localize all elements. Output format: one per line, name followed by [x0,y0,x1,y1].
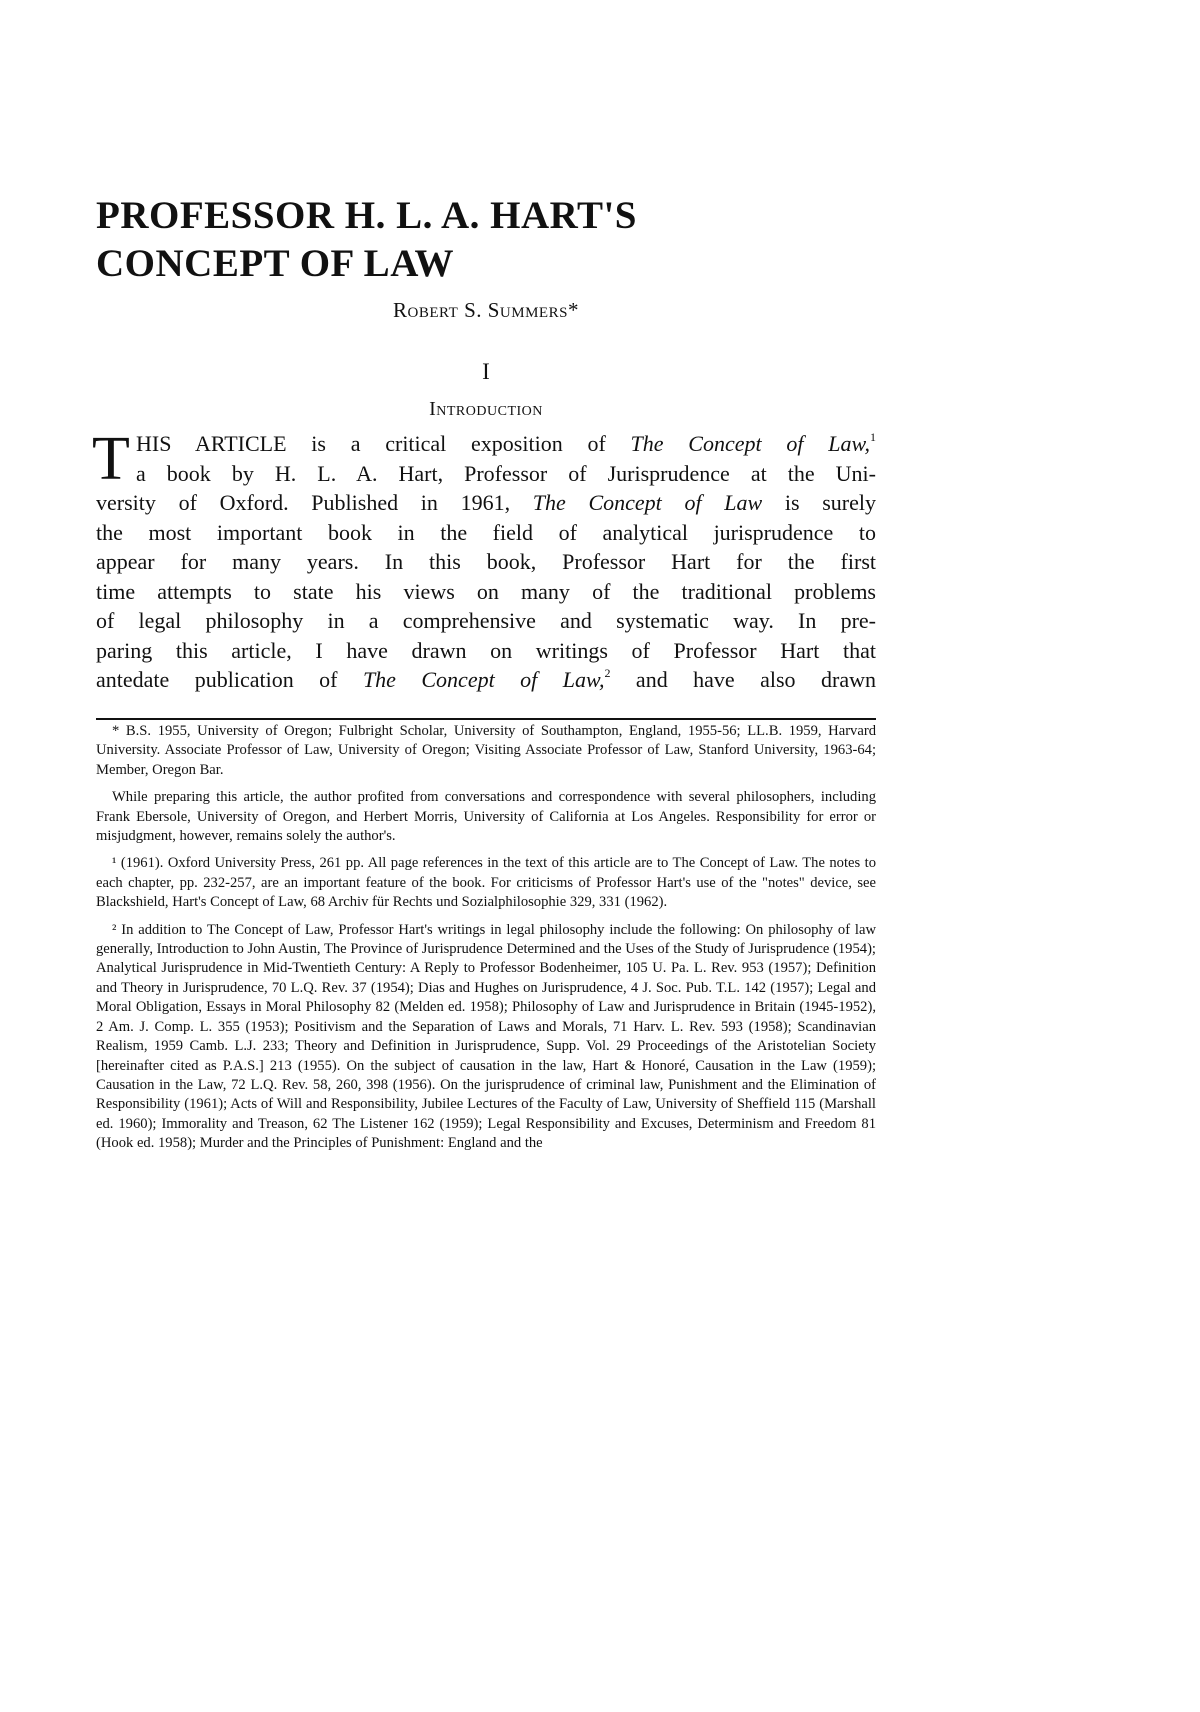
body-text [96,429,876,695]
body-line-6: time attempts to state his views on many of the traditional problems [96,578,876,604]
footnote-2: ² In addition to The Concept of Law, Professor Hart's writings in legal philosophy include the following: On philosophy of law generally, Introduction to John Austin, The Province of Jurisprudence Determined and the Uses of the Study of Jurisprudence (1954); Analytical Jurisprudence in Mid-Twentieth Century: A Reply to Professor Bodenheimer, 105 U. Pa. L. Rev. 953 (1957); Definition and Theory in Jurisprudence, 70 L.Q. Rev. 37 (1954); Dias and Hughes on Jurisprudence, 4 J. Soc. Pub. T.L. 142 (1957); Legal and Moral Obligation, Essays in Moral Philosophy 82 (Melden ed. 1958); Philosophy of Law and Jurisprudence in Britain (1945-1952), 2 Am. J. Comp. L. 355 (1953); Positivism and the Separation of Laws and Morals, 71 Harv. L. Rev. 593 (1958); Scandinavian Realism, 1959 Camb. L.J. 233; Theory and Definition in Jurisprudence, Supp. Vol. 29 Proceedings of the Aristotelian Society [hereinafter cited as P.A.S.] 213 (1955). On the subject of causation in the law, Hart & Honoré, Causation in the Law (1959); Causation in the Law, 72 L.Q. Rev. 58, 260, 398 (1956). On the jurisprudence of criminal law, Punishment and the Elimination of Responsibility (1961); Acts of Will and Responsibility, Jubilee Lectures of the Faculty of Law, University of Sheffield 115 (Marshall ed. 1960); Immorality and Treason, 62 The Listener 162 (1959); Legal Responsibility and Excuses, Determinism and Freedom 81 (Hook ed. 1958); Murder and the Principles of Punishment: England and the [96,921,876,1152]
section-number: I [482,359,490,384]
drop-cap: T [92,425,130,493]
author-byline: Robert S. Summers* [393,298,579,322]
footnote-divider [96,718,876,720]
body-line-9: antedate publication of The Concept of Law,$^2$ and have also drawn [96,666,876,692]
footnote-acknowledgment: While preparing this article, the author profited from conversations and correspondence with several philosophers, including Frank Ebersole, University of Oregon, and Herbert Morris, University of California at Los Angeles. Responsibility for error or misjudgment, however, remains solely the author's. [96,789,876,845]
body-line-4: the most important book in the field of analytical jurisprudence to [96,519,876,545]
body-line-7: of legal philosophy in a comprehensive and systematic way. In pre- [96,608,876,633]
body-line-5: appear for many years. In this book, Professor Hart for the first [96,549,876,574]
journal-page [92,0,876,1712]
footnote-author: * B.S. 1955, University of Oregon; Fulbright Scholar, University of Southampton, England, 1955-56; LL.B. 1959, Harvard University. Associate Professor of Law, University of Oregon; Visiting Associate Professor of Law, Stanford University, 1963-64; Member, Oregon Bar. [96,723,876,778]
section-heading: Introduction [429,398,543,420]
body-line-1: HIS ARTICLE is a critical exposition of The Concept of Law,$^1$ [136,430,876,456]
body-line-3: versity of Oxford. Published in 1961, The Concept of Law is surely [96,490,876,515]
body-line-8: paring this article, I have drawn on writings of Professor Hart that [96,637,876,663]
footnote-1: ¹ (1961). Oxford University Press, 261 pp. All page references in the text of this article are to The Concept of Law. The notes to each chapter, pp. 232-257, are an important feature of the book. For criticisms of Professor Hart's use of the "notes" device, see Blackshield, Hart's Concept of Law, 68 Archiv für Rechts und Sozialphilosophie 329, 331 (1962). [96,855,876,911]
footnotes [96,722,876,1162]
body-line-2: a book by H. L. A. Hart, Professor of Jurisprudence at the Uni- [136,460,876,486]
article-title [96,192,876,288]
title-line-2: CONCEPT OF LAW [96,242,455,285]
title-line-1: PROFESSOR H. L. A. HART'S [96,194,637,237]
